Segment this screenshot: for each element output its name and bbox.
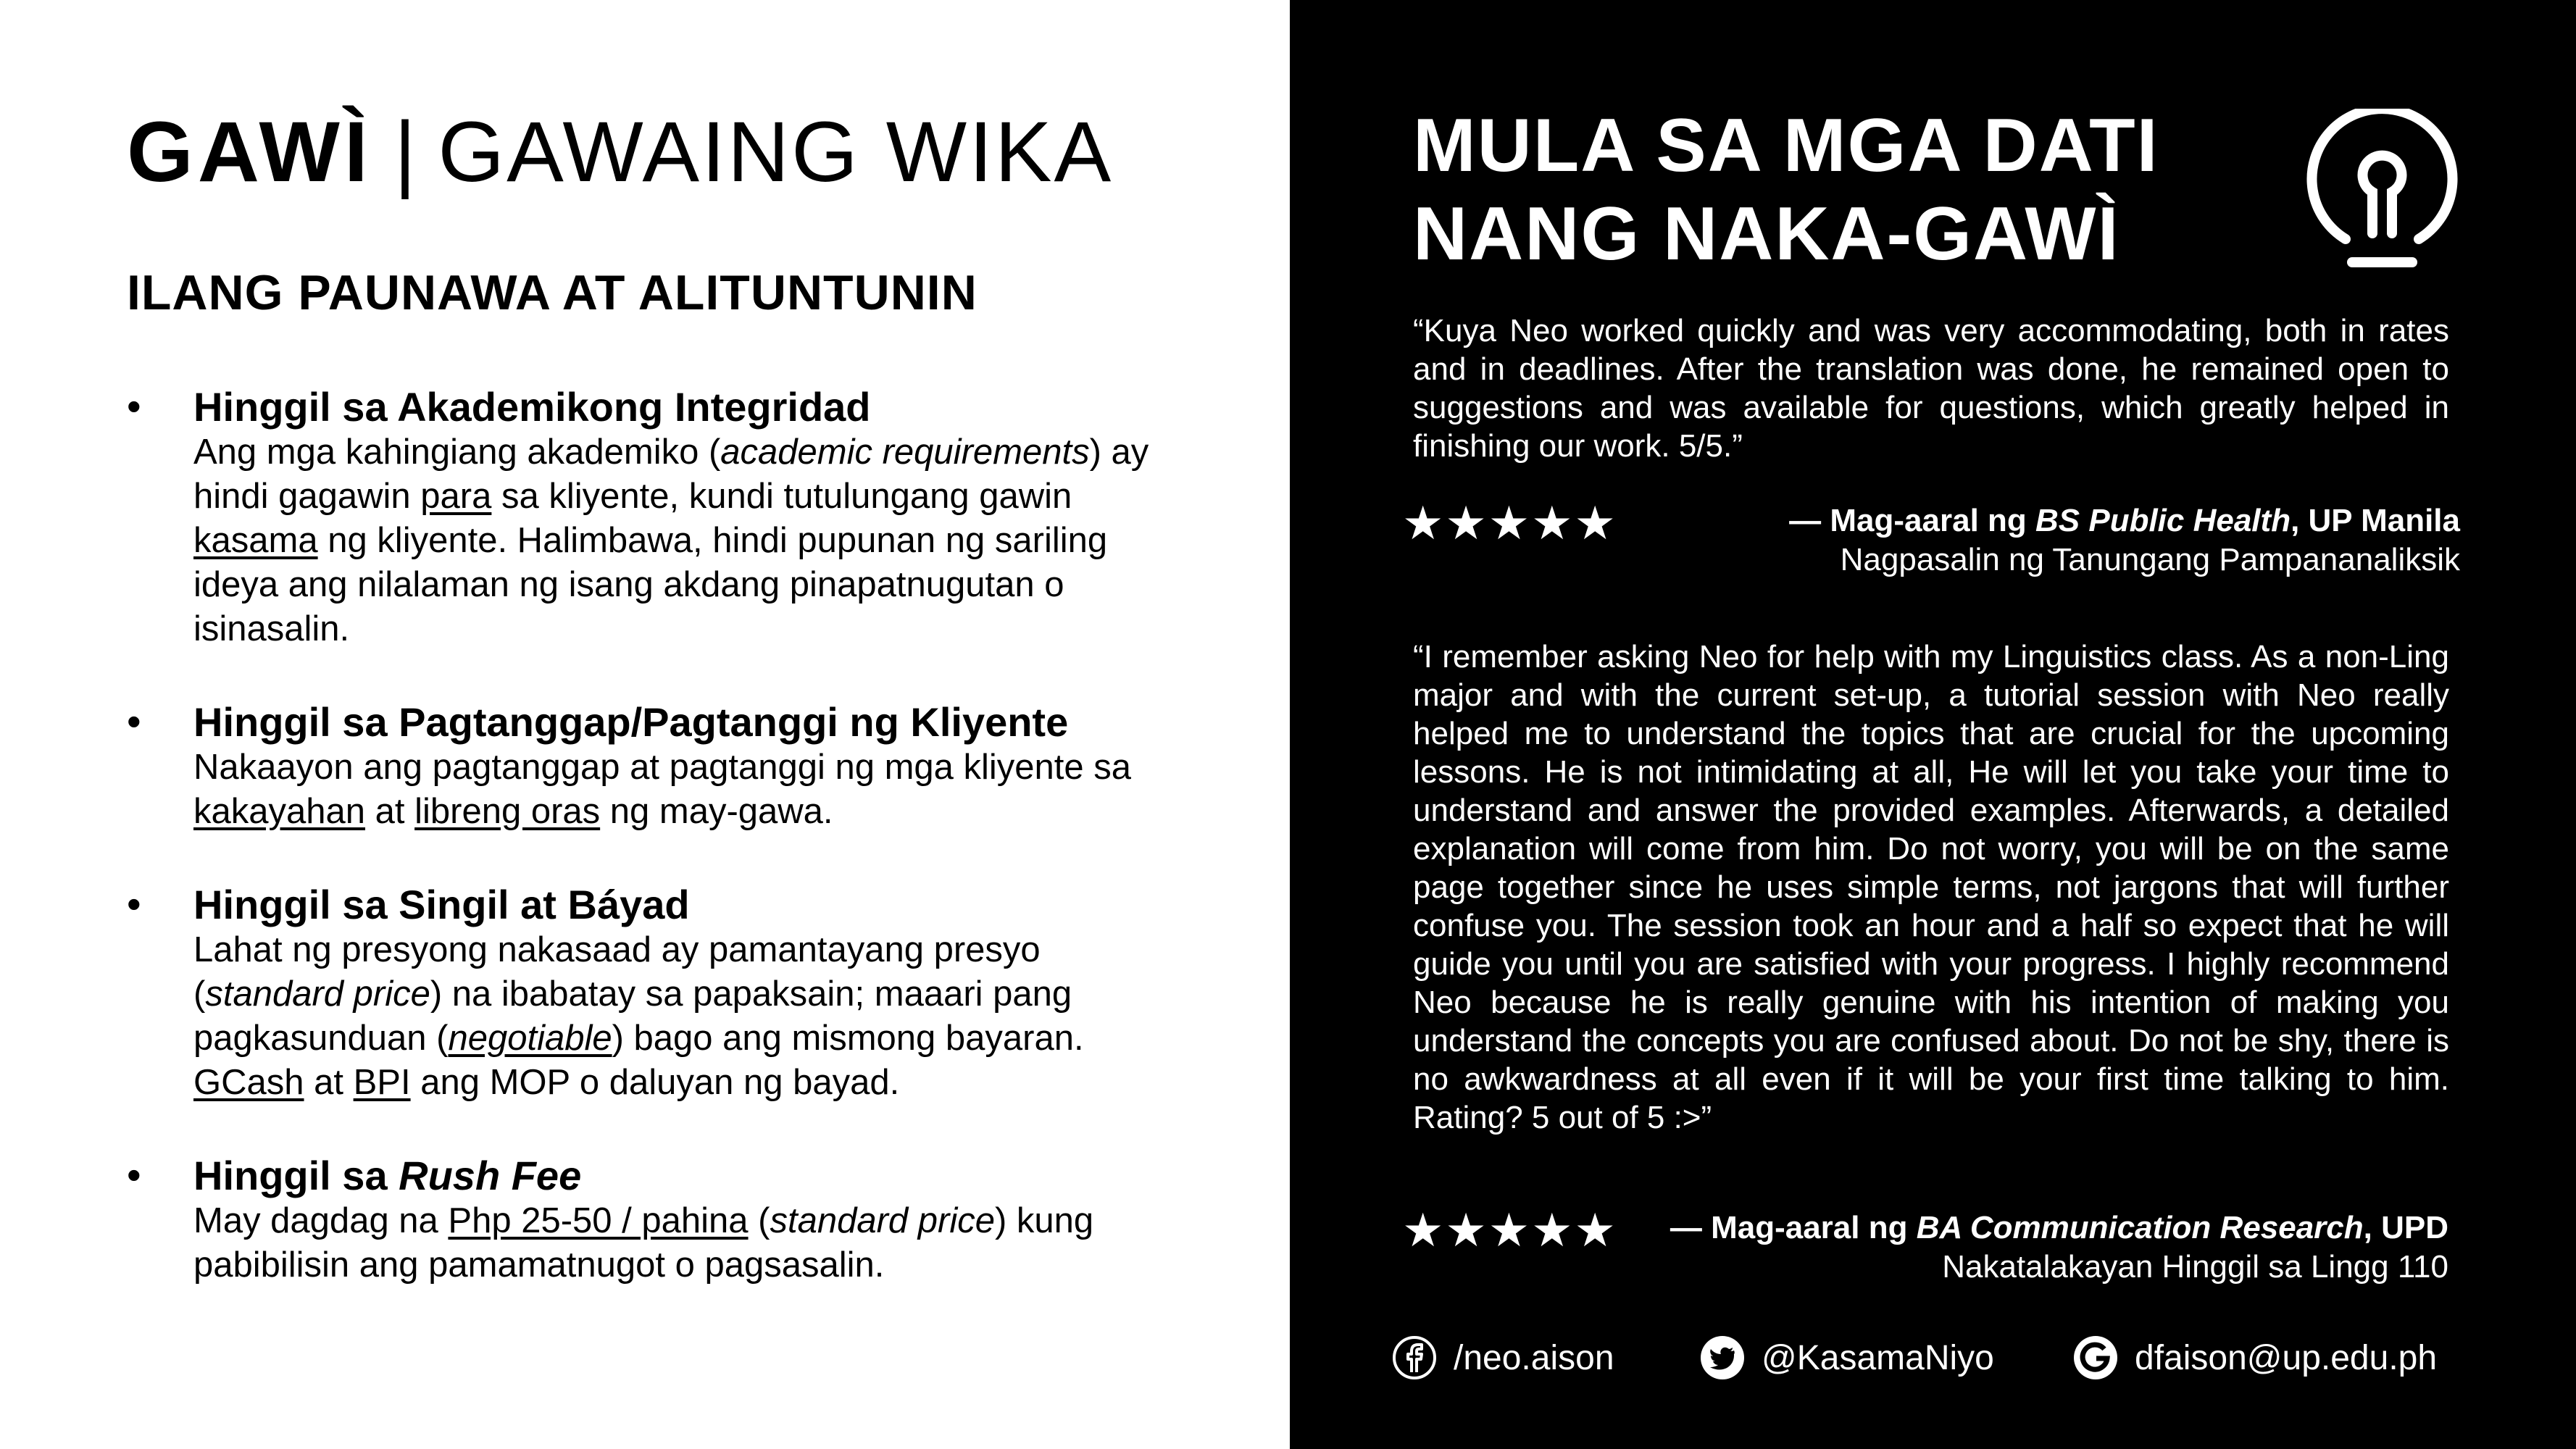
- rule-text: ang MOP o daluyan ng bayad.: [410, 1063, 900, 1102]
- author-prefix: — Mag-aaral ng: [1670, 1210, 1917, 1245]
- rule-text: at: [365, 792, 415, 831]
- star-rating: ★★★★★: [1402, 1204, 1617, 1256]
- rule-italic-underlined-term: negotiable: [448, 1019, 612, 1058]
- testimonials-title-line: NANG NAKA-GAWÌ: [1413, 192, 2120, 276]
- google-icon: [2072, 1335, 2119, 1381]
- rule-underlined-term: libreng oras: [414, 792, 601, 831]
- rule-text: Ang mga kahingiang akademiko (: [193, 433, 721, 472]
- rule-title: Hinggil sa Singil at Báyad: [193, 882, 690, 927]
- rule-text: (: [748, 1201, 770, 1240]
- testimonial-service: Nagpasalin ng Tanungang Pampananaliksik: [1840, 542, 2460, 577]
- brand-name: GAWÌ: [127, 104, 372, 200]
- rule-title: Hinggil sa Akademikong Integridad: [193, 384, 871, 430]
- speech-bubble-icon: [2304, 109, 2460, 272]
- brand-separator: |: [393, 104, 417, 200]
- rule-underlined-term: Php 25-50 / pahina: [448, 1201, 749, 1240]
- rule-text: Lahat ng presyong nakasaad ay pamantayang presyo (: [193, 930, 1041, 1014]
- testimonial-attribution: [1670, 1208, 2448, 1287]
- rule-body: [193, 1199, 1199, 1287]
- section-subtitle: ILANG PAUNAWA AT ALITUNTUNIN: [127, 265, 978, 320]
- facebook-handle: /neo.aison: [1454, 1338, 1614, 1377]
- author-program: BS Public Health: [2035, 503, 2291, 538]
- rule-item-academic-integrity: [127, 384, 1199, 651]
- rule-underlined-term: kasama: [193, 521, 318, 560]
- bullet-icon: •: [127, 881, 141, 927]
- rule-item-fees-payment: [127, 882, 1199, 1105]
- twitter-icon: [1699, 1335, 1746, 1381]
- rule-text: ng may-gawa.: [600, 792, 833, 831]
- rule-text: ) na ibabatay sa papaksain; maaari pang pagkasunduan (: [193, 974, 1072, 1058]
- rule-text: ) ay hindi gagawin: [193, 433, 1149, 516]
- right-panel: [1290, 0, 2576, 1449]
- author-prefix: — Mag-aaral ng: [1789, 503, 2035, 538]
- rule-title-text: Hinggil sa: [193, 1153, 399, 1198]
- rule-underlined-term: GCash: [193, 1063, 304, 1102]
- rule-underlined-term: para: [420, 477, 492, 516]
- testimonial-author: [1670, 1208, 2448, 1248]
- rule-title-italic: Rush Fee: [399, 1153, 582, 1198]
- testimonial-author: [1789, 501, 2460, 540]
- rule-italic-term: academic requirements: [720, 433, 1090, 472]
- rule-underlined-term: BPI: [353, 1063, 411, 1102]
- author-school: , UPD: [2363, 1210, 2448, 1245]
- testimonials-title: [1413, 101, 2159, 278]
- rule-italic-term: standard price: [770, 1201, 995, 1240]
- testimonial-quote: “Kuya Neo worked quickly and was very accommodating, both in rates and in deadlines. After the translation was done, he remained open to suggestions and was available for questions, which greatly helped in finishing our work. 5/5.”: [1413, 313, 2449, 464]
- rule-underlined-term: kakayahan: [193, 792, 366, 831]
- bullet-icon: •: [127, 698, 141, 744]
- brand-title: [127, 105, 1113, 199]
- rule-title: Hinggil sa Pagtanggap/Pagtanggi ng Kliyente: [193, 699, 1069, 745]
- testimonial-service: Nakatalakayan Hinggil sa Lingg 110: [1942, 1249, 2448, 1285]
- email-address: dfaison@up.edu.ph: [2135, 1338, 2438, 1377]
- rule-text: ng kliyente. Halimbawa, hindi pupunan ng sariling ideya ang nilalaman ng isang akdang pinapatnugutan o isinasalin.: [193, 521, 1108, 648]
- rule-title: [193, 1153, 1199, 1199]
- testimonial-quote: “I remember asking Neo for help with my Linguistics class. As a non-Ling major and with the current set-up, a tutorial session with Neo really helped me to understand the topics that are crucial for the upcoming lessons. He is not intimidating at all, He will let you take your time to understand and answer the provided examples. Afterwards, a detailed explanation will come from him. Do not worry, you will be on the same page together since he uses simple terms, not jargons that will further confuse you. The session took an hour and a half so expect that he will guide you until you are satisfied with your progress. I highly recommend Neo because he is really genuine with his intention of making you understand the concepts you are confused about. Do not be shy, there is no awkwardness at all even if it will be your first time talking to him. Rating? 5 out of 5 :>”: [1413, 639, 2449, 1135]
- bullet-icon: •: [127, 1152, 141, 1198]
- author-school: , UP Manila: [2291, 503, 2460, 538]
- social-email[interactable]: [2072, 1335, 2437, 1381]
- rule-text: at: [304, 1063, 354, 1102]
- rule-italic-term: standard price: [205, 974, 430, 1014]
- twitter-handle: @KasamaNiyo: [1762, 1338, 1994, 1377]
- rule-item-client-acceptance: [127, 699, 1199, 834]
- star-rating: ★★★★★: [1402, 497, 1617, 549]
- rule-text: ) kung pabibilisin ang pamamatnugot o pagsasalin.: [193, 1201, 1094, 1285]
- testimonial-attribution: [1789, 501, 2460, 580]
- rules-list: [127, 384, 1199, 1335]
- rule-item-rush-fee: [127, 1153, 1199, 1287]
- social-twitter[interactable]: [1699, 1335, 1994, 1381]
- author-program: BA Communication Research: [1916, 1210, 2364, 1245]
- rule-body: [193, 746, 1199, 834]
- rule-text: Nakaayon ang pagtanggap at pagtanggi ng mga kliyente sa: [193, 748, 1132, 787]
- brand-tagline: GAWAING WIKA: [438, 104, 1114, 200]
- social-facebook[interactable]: [1391, 1335, 1614, 1381]
- rule-text: sa kliyente, kundi tutulungang gawin: [491, 477, 1072, 516]
- rule-text: ) bago ang mismong bayaran.: [612, 1019, 1084, 1058]
- facebook-icon: [1391, 1335, 1438, 1381]
- bullet-icon: •: [127, 383, 141, 429]
- rule-body: [193, 928, 1199, 1105]
- rule-body: [193, 430, 1199, 651]
- rule-text: May dagdag na: [193, 1201, 449, 1240]
- testimonials-title-line: MULA SA MGA DATI: [1413, 104, 2159, 188]
